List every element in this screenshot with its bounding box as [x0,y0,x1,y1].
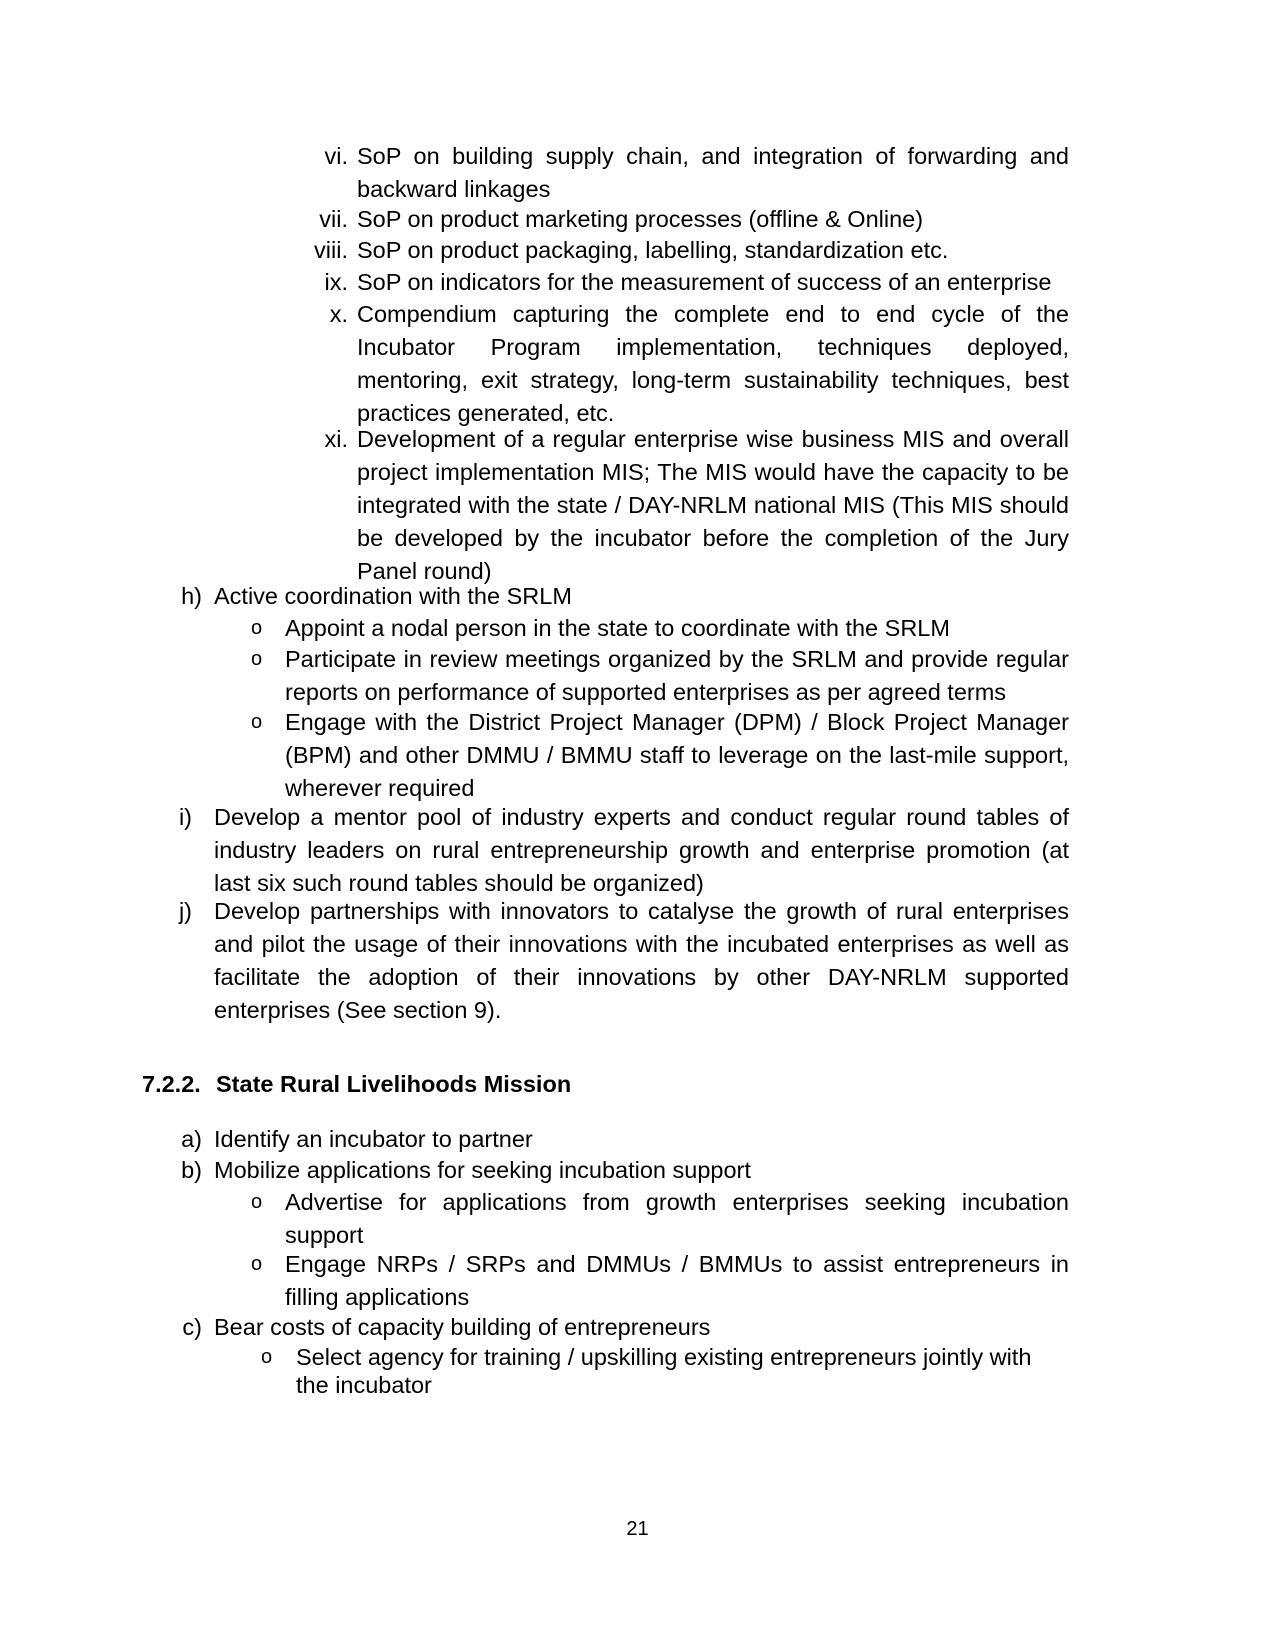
list-marker: j) [178,898,192,924]
page-number: 21 [626,1518,649,1540]
section-number: 7.2.2. [142,1071,201,1097]
list-text: SoP on indicators for the measurement of success of an enterprise [357,269,1052,295]
list-marker: vii. [319,206,348,232]
list-text: SoP on product packaging, labelling, standardization etc. [357,237,949,263]
bullet-marker: o [251,711,263,733]
section-title: State Rural Livelihoods Mission [216,1071,572,1097]
bullet-text: Select agency for training / upskilling existing entrepreneurs jointly with the incubator [296,1344,1032,1398]
list-text: SoP on product marketing processes (offline & Online) [357,206,924,232]
bullet-marker: o [251,648,263,670]
bullet-marker: o [251,1191,263,1213]
bullet-text: Participate in review meetings organized by the SRLM and provide regular reports on performance of supported enterprises as per agreed terms [285,646,1069,705]
list-marker: h) [181,583,202,609]
list-text: Active coordination with the SRLM [214,583,572,609]
bullet-text: Engage NRPs / SRPs and DMMUs / BMMUs to assist entrepreneurs in filling applications [285,1251,1069,1310]
list-marker: b) [181,1157,202,1183]
list-text: Develop a mentor pool of industry experts and conduct regular round tables of industry leaders on rural entrepreneurship growth and enterprise promotion (at last six such round tables should be organized) [214,804,1069,896]
bullet-marker: o [251,617,263,639]
list-text: Identify an incubator to partner [214,1126,533,1152]
bullet-text: Advertise for applications from growth enterprises seeking incubation support [285,1189,1069,1248]
list-marker: ix. [324,269,348,295]
list-text: Mobilize applications for seeking incubation support [214,1157,751,1183]
list-marker: a) [181,1126,202,1152]
bullet-marker: o [251,1253,263,1275]
section-heading [142,1068,942,1102]
bullet-text: Appoint a nodal person in the state to coordinate with the SRLM [285,615,950,641]
list-text: Compendium capturing the complete end to end cycle of the Incubator Program implementation, techniques deployed, mentoring, exit strategy, long-term sustainability techniques, best practices generated, etc. [357,301,1069,426]
list-text: Bear costs of capacity building of entrepreneurs [214,1314,711,1340]
bullet-text: Engage with the District Project Manager (DPM) / Block Project Manager (BPM) and other DMMU / BMMU staff to leverage on the last-mile support, wherever required [285,709,1069,801]
list-text: Develop partnerships with innovators to catalyse the growth of rural enterprises and pilot the usage of their innovations with the incubated enterprises as well as facilitate the adoption of their innovations by other DAY-NRLM supported enterprises (See section 9). [214,898,1069,1023]
list-marker: x. [329,301,348,327]
list-marker: c) [182,1314,202,1340]
bullet-marker: o [261,1346,273,1368]
list-marker: viii. [314,237,348,263]
list-marker: i) [178,804,192,830]
list-marker: xi. [324,426,348,452]
list-text: SoP on building supply chain, and integration of forwarding and backward linkages [357,143,1069,202]
list-text: Development of a regular enterprise wise business MIS and overall project implementation MIS; The MIS would have the capacity to be integrated with the state / DAY-NRLM national MIS (This MIS should be developed by the incubator before the completion of the Jury Panel round) [357,426,1069,584]
list-marker: vi. [324,143,348,169]
